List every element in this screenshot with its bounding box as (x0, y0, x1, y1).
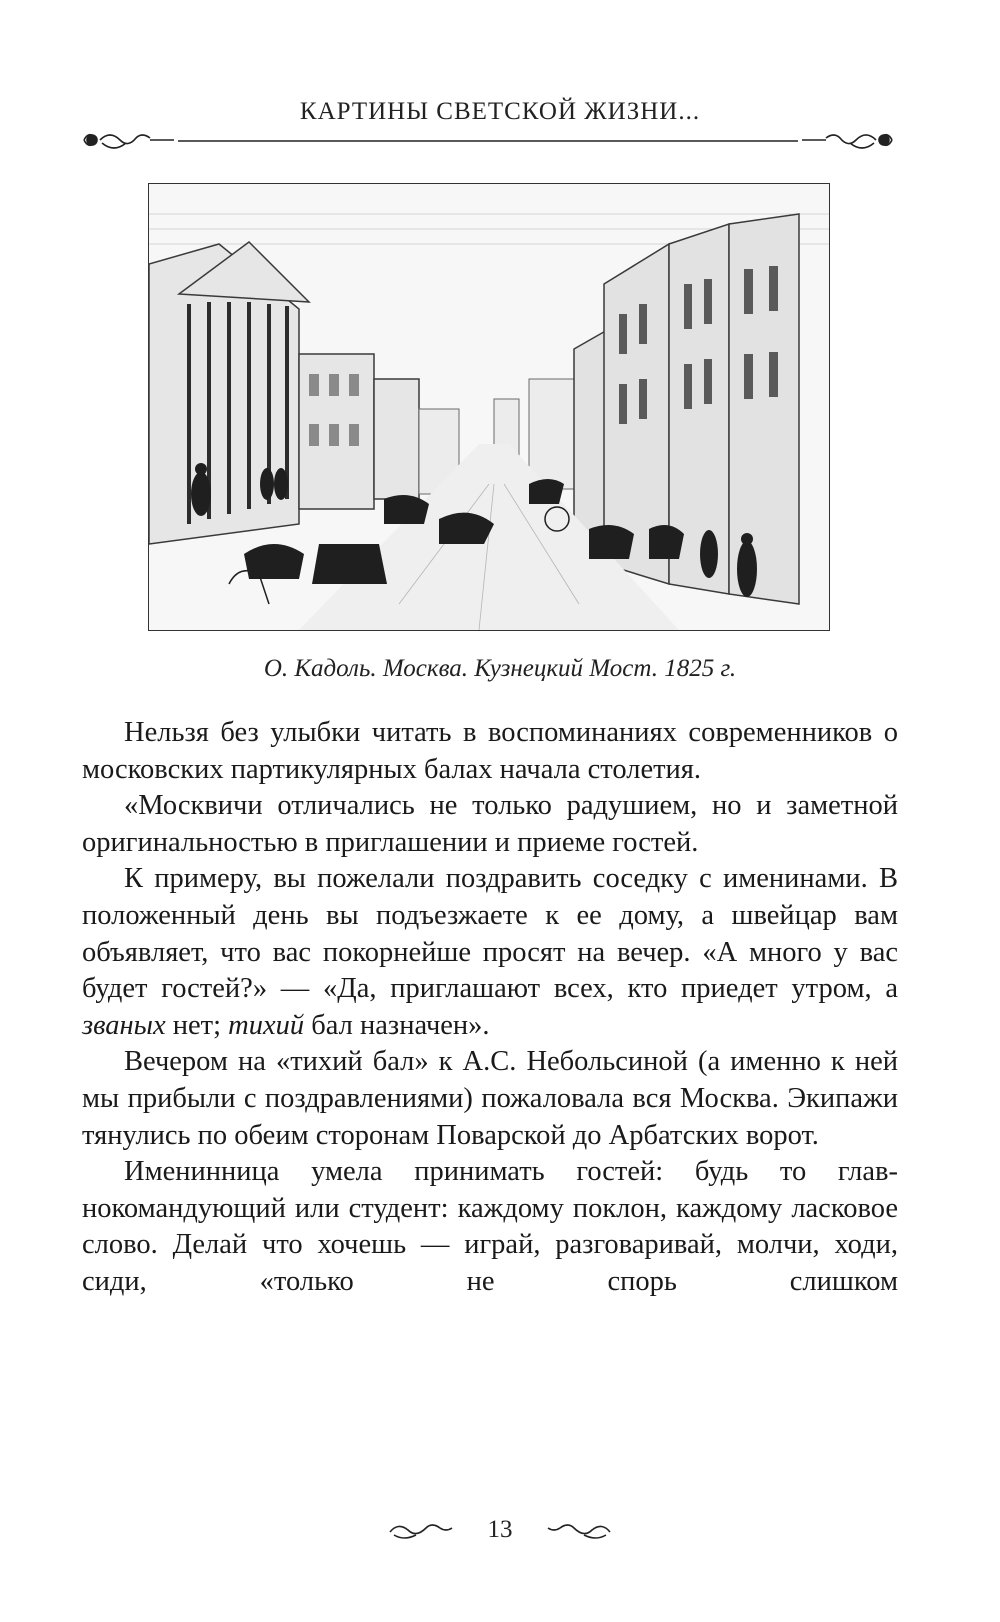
page-number: 13 (487, 1516, 513, 1543)
paragraph: Именинница умела принимать гостей: будь то главнокомандующий или студент: каждому поклон, каждому ласковое слово. Делай что хочешь — играй, разговаривай, молчи, ходи, сиди, «только не спорь слишком (82, 1156, 898, 1297)
header-ornament-rule (78, 127, 898, 163)
paragraph: Вечером на «тихий бал» к А.С. Небольсиной (а именно к ней мы прибыли с поздравлениями) пожаловала вся Москва. Экипажи тянулись по обеим сторонам Поварской до Арбатских ворот. (82, 1046, 898, 1151)
body-text (82, 715, 898, 1301)
flourish-ornament-icon (802, 135, 892, 148)
illustration-kuznetsky-most (148, 183, 830, 631)
flourish-ornament-icon (84, 135, 174, 148)
emphasis-text: тихий (228, 1009, 305, 1041)
emphasis-text: званых (82, 1009, 166, 1041)
paragraph: Нельзя без улыбки читать в воспоминаниях современников о московских партикулярных балах начала столетия. (82, 717, 898, 785)
paragraph: «Москвичи отличались не только радушием, но и заметной оригинальностью в приглашении и приеме гостей. (82, 790, 898, 858)
paragraph-text: нет; (165, 1009, 229, 1041)
figure-caption: О. Кадоль. Москва. Кузнецкий Мост. 1825 г. (263, 655, 737, 682)
paragraph (82, 861, 898, 1044)
street-engraving-image (149, 184, 829, 630)
paragraph-text: бал назначен». (304, 1009, 490, 1041)
paragraph-text: К примеру, вы пожелали поздравить соседку с именинами. В положенный день вы подъезжаете к ее дому, а швейцар вам объявляет, что вас покорнейше просят на вечер. «А много у вас будет гостей?» — «Да, приглашают всех, кто приедет утром, а (82, 863, 898, 1005)
running-head-title: КАРТИНЫ СВЕТСКОЙ ЖИЗНИ... (299, 98, 701, 125)
